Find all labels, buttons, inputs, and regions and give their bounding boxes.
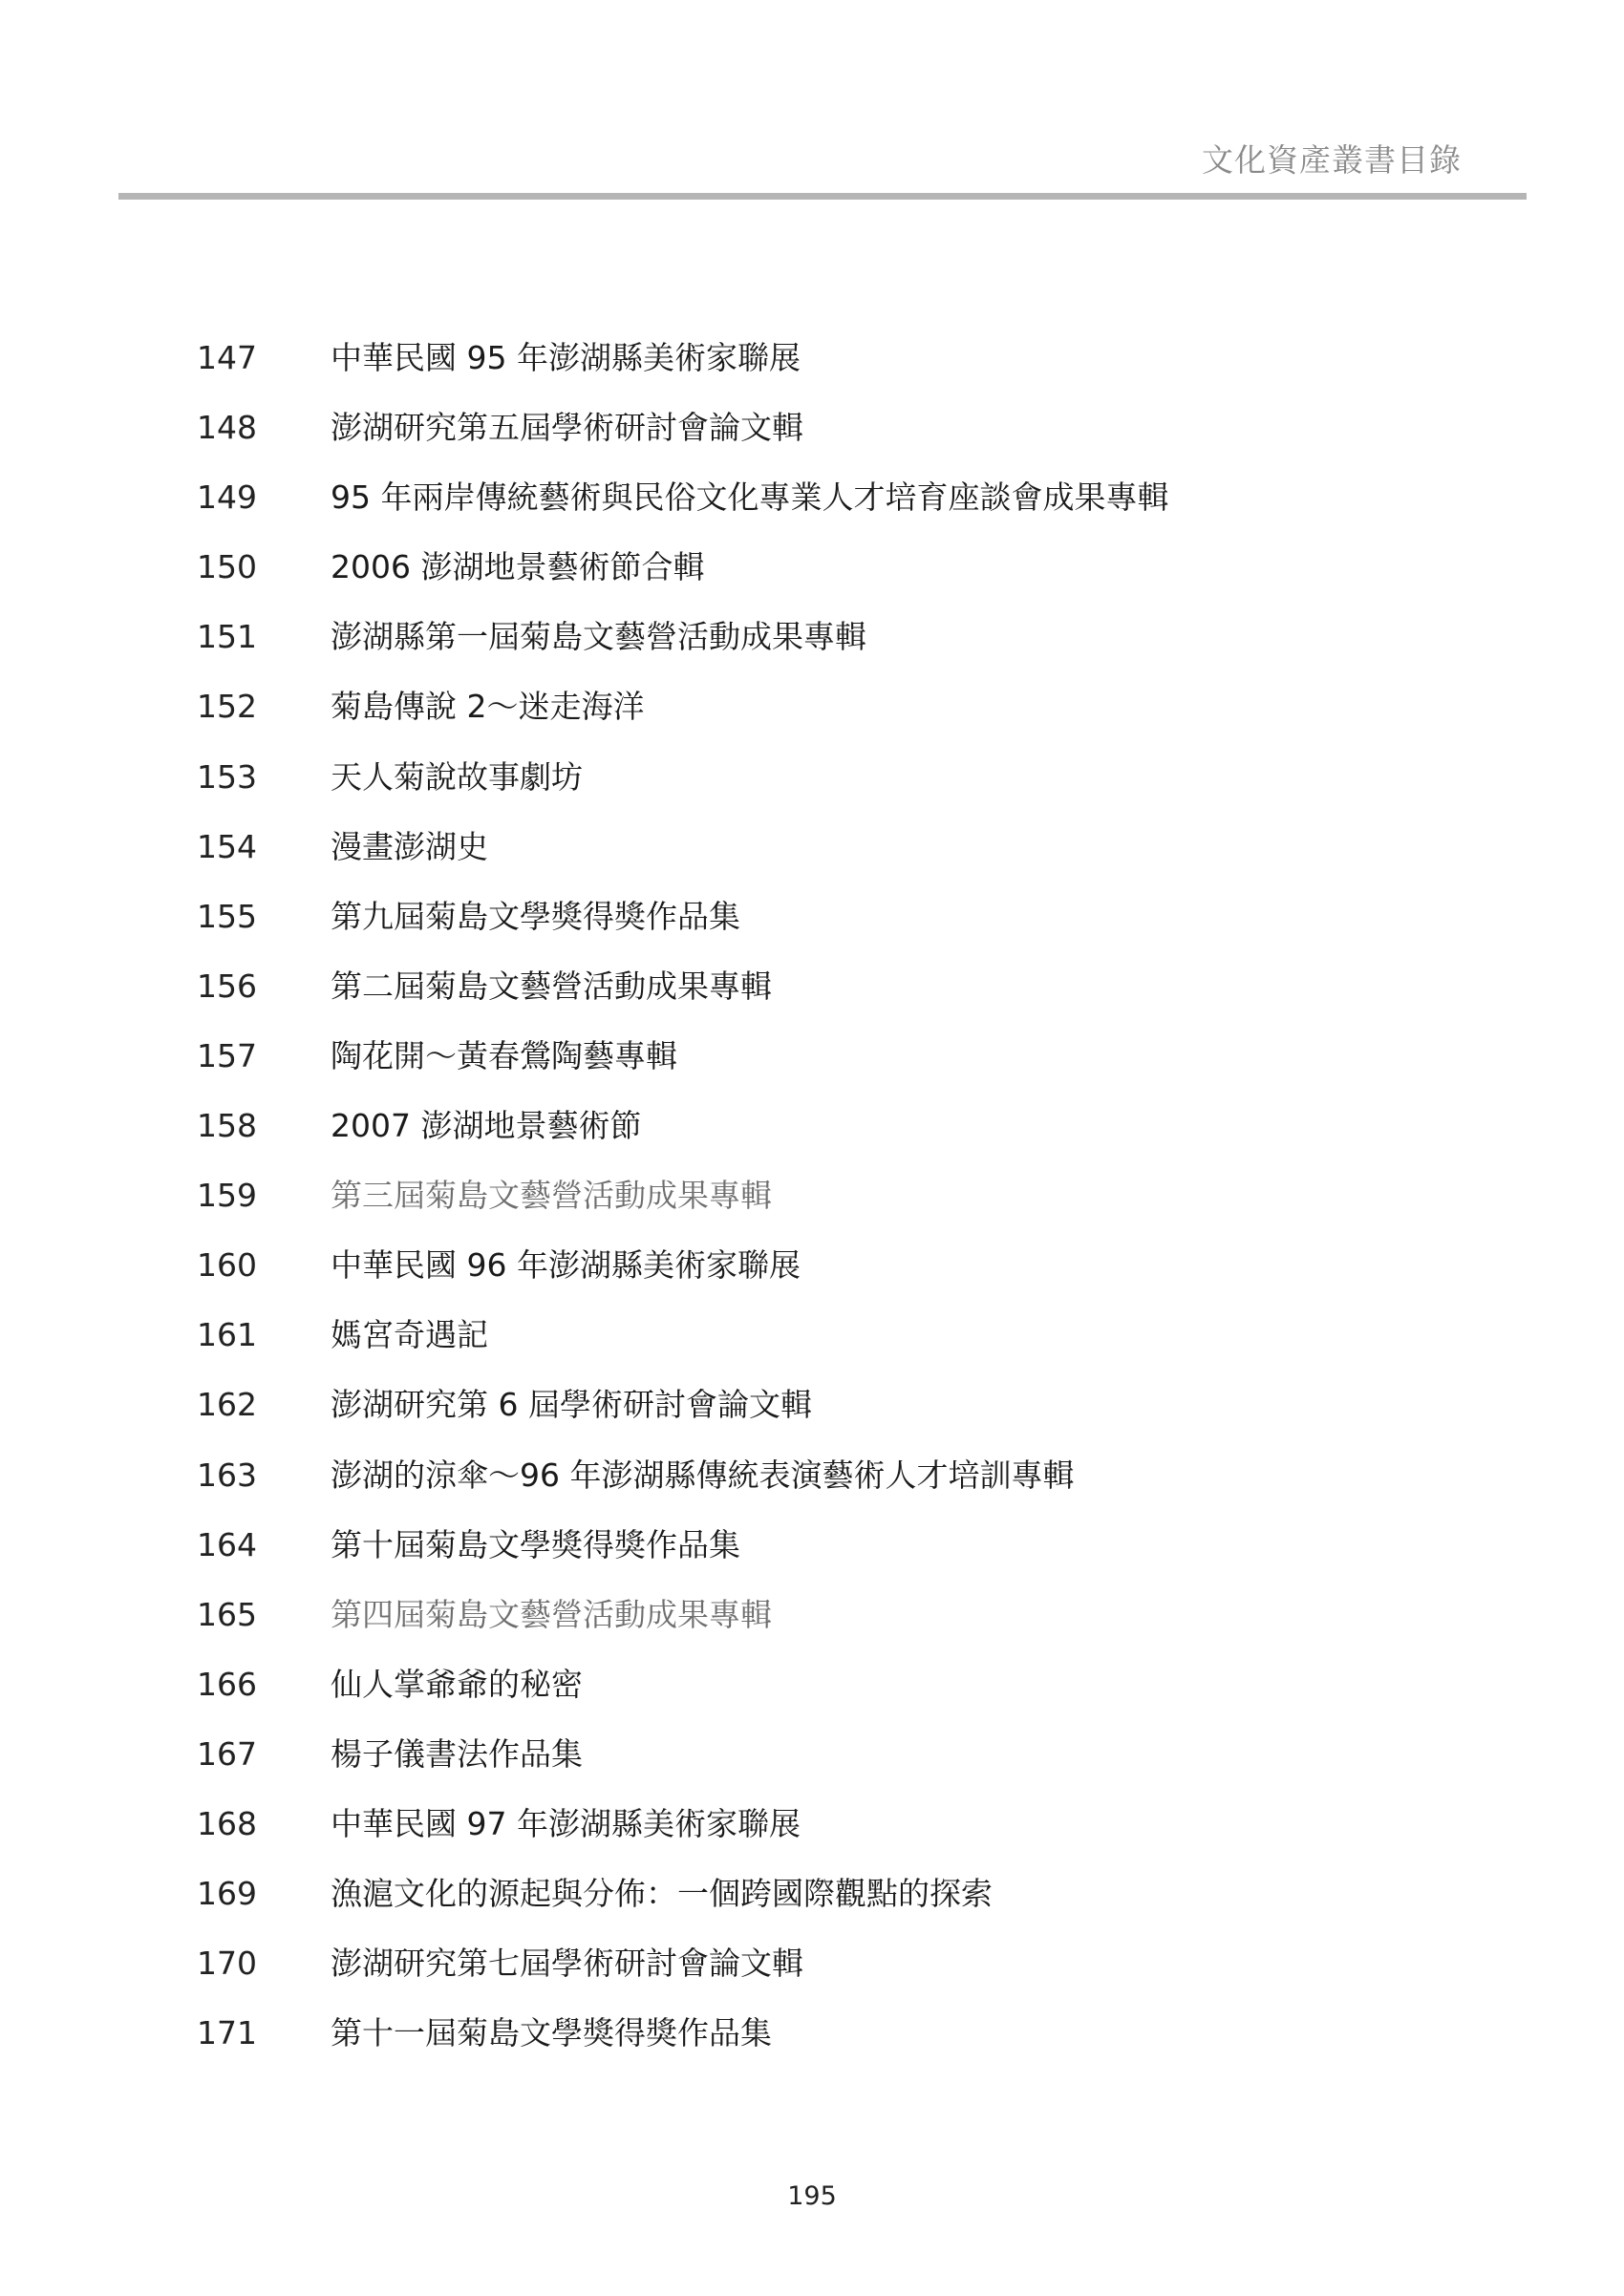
entry-number: 167 (197, 1734, 257, 1773)
catalog-entry (0, 1735, 1624, 1805)
entry-number: 165 (197, 1595, 257, 1633)
catalog-entry (0, 1246, 1624, 1316)
entry-title: 媽宮奇遇記 (331, 1316, 488, 1354)
entry-number: 149 (197, 478, 257, 517)
catalog-entry (0, 1456, 1624, 1526)
entry-title: 中華民國 95 年澎湖縣美術家聯展 (331, 339, 801, 376)
catalog-entry (0, 339, 1624, 409)
catalog-list (0, 339, 1624, 2084)
catalog-entry (0, 1596, 1624, 1666)
entry-title: 95 年兩岸傳統藝術與民俗文化專業人才培育座談會成果專輯 (331, 478, 1169, 517)
entry-title: 中華民國 97 年澎湖縣美術家聯展 (331, 1804, 801, 1842)
entry-number: 169 (197, 1875, 257, 1913)
header-divider (118, 193, 1527, 200)
entry-number: 157 (197, 1036, 257, 1074)
catalog-entry (0, 1805, 1624, 1875)
entry-number: 170 (197, 1945, 257, 1983)
entry-number: 155 (197, 897, 257, 935)
entry-title: 澎湖研究第七屆學術研討會論文輯 (331, 1945, 803, 1983)
entry-number: 159 (197, 1177, 257, 1215)
entry-title: 第四屆菊島文藝營活動成果專輯 (331, 1595, 772, 1633)
entry-number: 158 (197, 1107, 257, 1145)
entry-title: 漫畫澎湖史 (331, 827, 488, 865)
catalog-entry (0, 758, 1624, 828)
entry-number: 168 (197, 1804, 257, 1842)
entry-title: 第十一屆菊島文學獎得獎作品集 (331, 2014, 772, 2052)
entry-number: 156 (197, 967, 257, 1005)
catalog-entry (0, 1316, 1624, 1386)
entry-number: 160 (197, 1246, 257, 1285)
entry-title: 第十屆菊島文學獎得獎作品集 (331, 1525, 740, 1563)
catalog-entry (0, 688, 1624, 757)
entry-title: 第九屆菊島文學獎得獎作品集 (331, 897, 740, 935)
catalog-entry (0, 898, 1624, 967)
catalog-entry (0, 1177, 1624, 1246)
catalog-entry (0, 478, 1624, 548)
page-number: 195 (787, 2181, 837, 2211)
entry-number: 152 (197, 688, 257, 726)
catalog-entry (0, 1875, 1624, 1945)
entry-title: 2006 澎湖地景藝術節合輯 (331, 548, 705, 586)
entry-number: 166 (197, 1665, 257, 1703)
entry-title: 中華民國 96 年澎湖縣美術家聯展 (331, 1246, 801, 1285)
catalog-entry (0, 1037, 1624, 1107)
catalog-entry (0, 1526, 1624, 1596)
entry-number: 162 (197, 1386, 257, 1424)
entry-number: 171 (197, 2014, 257, 2052)
entry-number: 161 (197, 1316, 257, 1354)
entry-title: 第三屆菊島文藝營活動成果專輯 (331, 1177, 772, 1215)
catalog-entry (0, 548, 1624, 618)
entry-title: 陶花開～黃春鶯陶藝專輯 (331, 1036, 677, 1074)
running-header-title: 文化資產叢書目錄 (1202, 141, 1462, 179)
entry-number: 154 (197, 827, 257, 865)
entry-title: 菊島傳說 2～迷走海洋 (331, 688, 645, 726)
entry-number: 164 (197, 1525, 257, 1563)
entry-number: 150 (197, 548, 257, 586)
entry-title: 澎湖的涼傘～96 年澎湖縣傳統表演藝術人才培訓專輯 (331, 1456, 1075, 1494)
catalog-entry (0, 1945, 1624, 2014)
entry-title: 仙人掌爺爺的秘密 (331, 1665, 583, 1703)
catalog-entry (0, 1666, 1624, 1735)
catalog-entry (0, 828, 1624, 898)
entry-title: 澎湖研究第 6 屆學術研討會論文輯 (331, 1386, 812, 1424)
catalog-entry (0, 1386, 1624, 1456)
entry-title: 漁滬文化的源起與分佈：一個跨國際觀點的探索 (331, 1875, 993, 1913)
catalog-entry (0, 409, 1624, 478)
catalog-entry (0, 618, 1624, 688)
catalog-entry (0, 1107, 1624, 1177)
entry-title: 澎湖縣第一屆菊島文藝營活動成果專輯 (331, 618, 866, 656)
entry-title: 澎湖研究第五屆學術研討會論文輯 (331, 409, 803, 447)
catalog-entry (0, 2014, 1624, 2084)
catalog-entry (0, 967, 1624, 1037)
entry-title: 第二屆菊島文藝營活動成果專輯 (331, 967, 772, 1005)
entry-title: 天人菊說故事劇坊 (331, 757, 583, 796)
entry-number: 163 (197, 1456, 257, 1494)
entry-number: 148 (197, 409, 257, 447)
entry-number: 147 (197, 339, 257, 376)
entry-title: 2007 澎湖地景藝術節 (331, 1107, 642, 1145)
entry-title: 楊子儀書法作品集 (331, 1734, 583, 1773)
entry-number: 153 (197, 757, 257, 796)
entry-number: 151 (197, 618, 257, 656)
